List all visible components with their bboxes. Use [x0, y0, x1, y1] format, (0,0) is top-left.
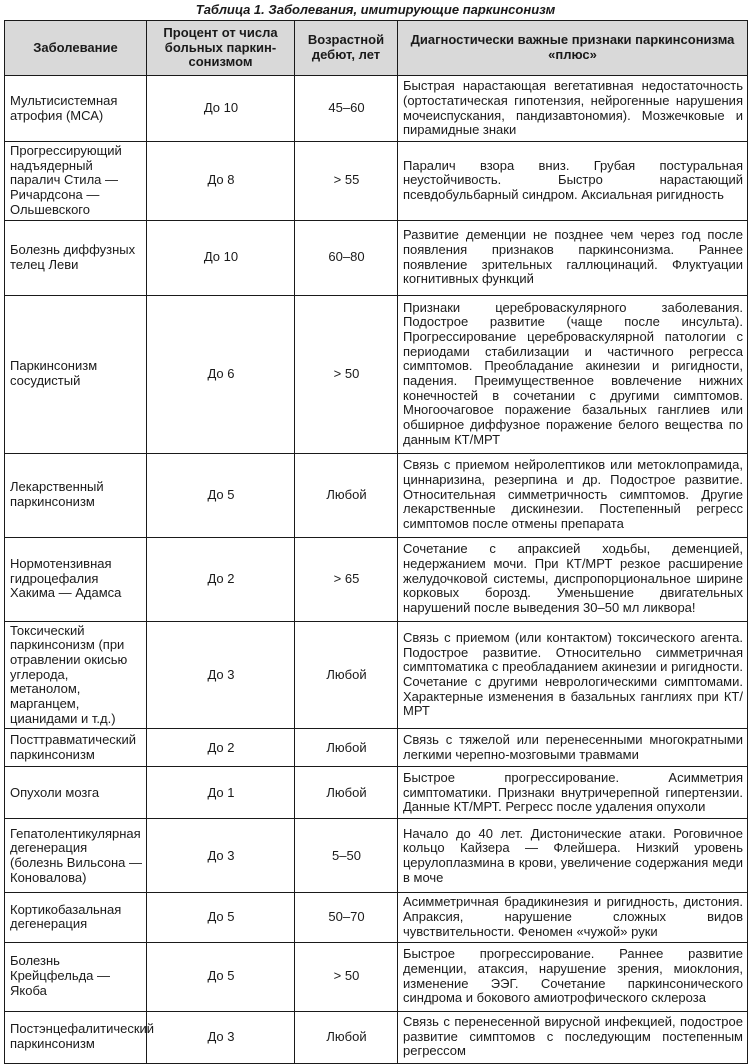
signs-cell: Паралич взора вниз. Грубая постуральная неустойчивость. Быстро нарастающий псевдобульбарный синдром. Аксиальная ригидность	[398, 142, 748, 221]
onset-cell: 50–70	[295, 893, 398, 942]
header-signs: Диагностически важные признаки паркинсонизма «плюс»	[398, 21, 748, 76]
table-row	[5, 621, 748, 729]
disease-cell: Паркинсонизм сосудистый	[5, 295, 147, 453]
table-caption: Таблица 1. Заболевания, имитирующие паркинсонизм	[195, 2, 556, 17]
onset-cell: > 55	[295, 142, 398, 221]
onset-cell: 60–80	[295, 220, 398, 295]
table-header-row	[5, 21, 748, 76]
percent-cell: До 3	[147, 1011, 295, 1063]
percent-cell: До 2	[147, 537, 295, 621]
table-body	[5, 76, 748, 1064]
onset-cell: 5–50	[295, 819, 398, 893]
signs-cell: Связь с приемом (или контактом) токсического агента. Подострое развитие. Относительно симметричная симптоматика с преобладанием акинезии и ригидности. Сочетание с другими неврологическими симптомами. Характерные изменения в базальных ганглиях при КТ/МРТ	[398, 621, 748, 729]
diseases-table	[4, 20, 748, 1064]
table-row	[5, 537, 748, 621]
percent-cell: До 8	[147, 142, 295, 221]
disease-cell: Кортикобазальная дегенерация	[5, 893, 147, 942]
onset-cell: 45–60	[295, 76, 398, 142]
onset-cell: Любой	[295, 621, 398, 729]
disease-cell: Прогрессирующий надъядерный паралич Стила — Ричардсона — Ольшевского	[5, 142, 147, 221]
onset-cell: Любой	[295, 767, 398, 819]
table-row	[5, 453, 748, 537]
table-row	[5, 220, 748, 295]
table-row	[5, 767, 748, 819]
onset-cell: Любой	[295, 453, 398, 537]
disease-cell: Мультисистемная атрофия (МСА)	[5, 76, 147, 142]
onset-cell: Любой	[295, 729, 398, 767]
signs-cell: Связь с приемом нейролептиков или метоклопрамида, циннаризина, резерпина и др. Подострое развитие. Относительная симметричность симптомов. Другие лекарственные дискинезии. Постепенный регресс симптомов после отмены препарата	[398, 453, 748, 537]
percent-cell: До 3	[147, 621, 295, 729]
disease-cell: Опухоли мозга	[5, 767, 147, 819]
table-row	[5, 729, 748, 767]
percent-cell: До 5	[147, 893, 295, 942]
onset-cell: > 50	[295, 942, 398, 1011]
table-row	[5, 893, 748, 942]
table-row	[5, 1011, 748, 1063]
disease-cell: Постэнцефалитический паркинсонизм	[5, 1011, 147, 1063]
disease-cell: Лекарственный паркинсонизм	[5, 453, 147, 537]
table-row	[5, 295, 748, 453]
signs-cell: Асимметричная брадикинезия и ригидность, дистония. Апраксия, нарушение сложных видов чувствительности. Феномен «чужой» руки	[398, 893, 748, 942]
signs-cell: Быстрая нарастающая вегетативная недостаточность (ортостатическая гипотензия, нейрогенные нарушения мочеиспускания, пандизавтономия). Мозжечковые и пирамидные знаки	[398, 76, 748, 142]
signs-cell: Сочетание с апраксией ходьбы, деменцией, недержанием мочи. При КТ/МРТ резкое расширение желудочковой системы, диспропорциональное ширине корковых борозд. Уменьшение двигательных нарушений после выведения 30–50 мл ликвора!	[398, 537, 748, 621]
header-disease: Заболевание	[5, 21, 147, 76]
signs-cell: Быстрое прогрессирование. Раннее развитие деменции, атаксия, нарушение зрения, миоклония, изменение ЭЭГ. Сочетание паркинсонического синдрома и бокового амиотрофического склероза	[398, 942, 748, 1011]
table-row	[5, 142, 748, 221]
table-row	[5, 942, 748, 1011]
disease-cell: Токсический паркинсонизм (при отравлении окисью углерода, метанолом, марганцем, цианидами и т.д.)	[5, 621, 147, 729]
percent-cell: До 2	[147, 729, 295, 767]
percent-cell: До 5	[147, 453, 295, 537]
disease-cell: Нормотензивная гидроцефалия Хакима — Адамса	[5, 537, 147, 621]
percent-cell: До 6	[147, 295, 295, 453]
signs-cell: Признаки цереброваскулярного заболевания. Подострое развитие (чаще после инсульта). Прогрессирование цереброваскулярной патологии с периодами стабилизации и частичного регресса симптомов. Преобладание акинезии и ригидности, падения. Преимущественное вовлечение нижних конечностей в сочетании с другими симптомов. Многоочаговое поражение базальных ганглиев или обширное диффузное поражение белого вещества по данным КТ/МРТ	[398, 295, 748, 453]
signs-cell: Развитие деменции не позднее чем через год после появления признаков паркинсонизма. Раннее появление зрительных галлюцинаций. Флуктуации когнитивных функций	[398, 220, 748, 295]
header-onset: Возрастной дебют, лет	[295, 21, 398, 76]
onset-cell: > 65	[295, 537, 398, 621]
percent-cell: До 1	[147, 767, 295, 819]
onset-cell: > 50	[295, 295, 398, 453]
header-percent: Процент от числа больных паркин-сонизмом	[147, 21, 295, 76]
table-row	[5, 76, 748, 142]
percent-cell: До 10	[147, 220, 295, 295]
percent-cell: До 10	[147, 76, 295, 142]
disease-cell: Болезнь диффузных телец Леви	[5, 220, 147, 295]
signs-cell: Связь с тяжелой или перенесенными многократными легкими черепно-мозговыми травмами	[398, 729, 748, 767]
percent-cell: До 3	[147, 819, 295, 893]
signs-cell: Быстрое прогрессирование. Асимметрия симптоматики. Признаки внутричерепной гипертензии. Данные КТ/МРТ. Регресс после удаления опухоли	[398, 767, 748, 819]
disease-cell: Болезнь Крейцфельда — Якоба	[5, 942, 147, 1011]
signs-cell: Связь с перенесенной вирусной инфекцией, подострое развитие симптомов с последующим постепенным регрессом	[398, 1011, 748, 1063]
percent-cell: До 5	[147, 942, 295, 1011]
signs-cell: Начало до 40 лет. Дистонические атаки. Роговичное кольцо Кайзера — Флейшера. Низкий уровень церулоплазмина в крови, увеличение содержания меди в моче	[398, 819, 748, 893]
table-row	[5, 819, 748, 893]
disease-cell: Посттравматический паркинсонизм	[5, 729, 147, 767]
disease-cell: Гепатолентикулярная дегенерация (болезнь Вильсона — Коновалова)	[5, 819, 147, 893]
onset-cell: Любой	[295, 1011, 398, 1063]
